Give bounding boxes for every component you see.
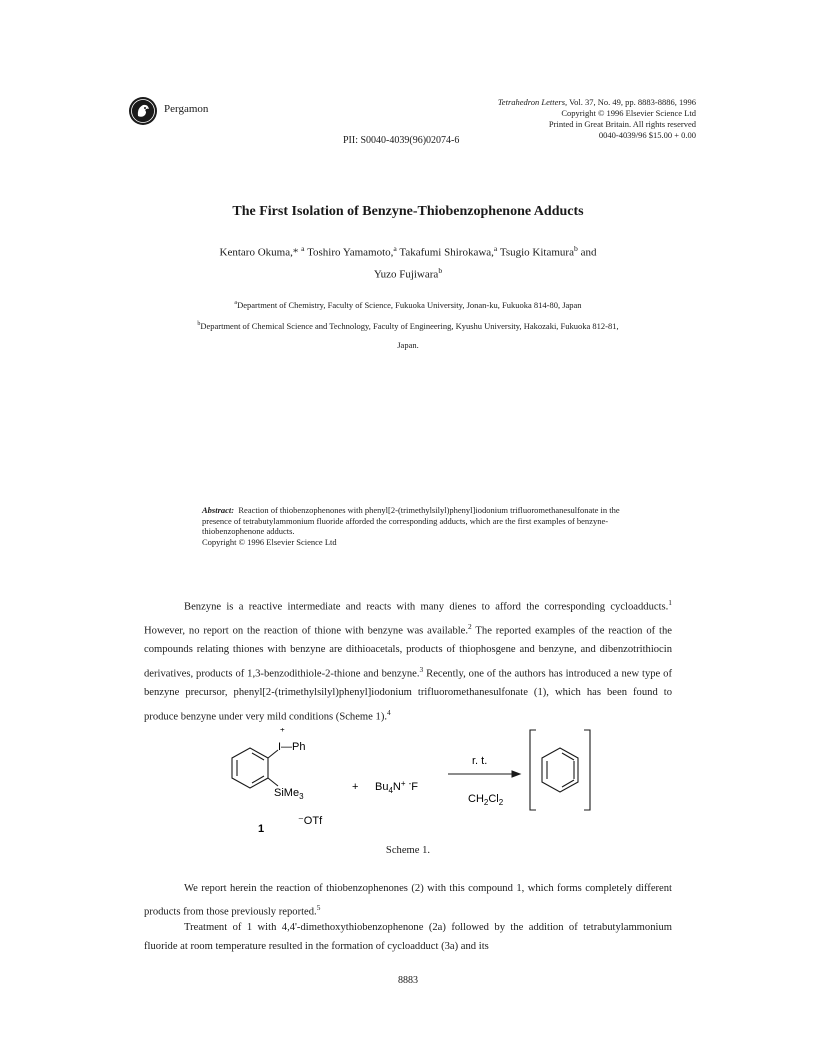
price-line: 0040-4039/96 $15.00 + 0.00 bbox=[598, 130, 696, 140]
body-paragraph-2: We report herein the reaction of thiobenzophenones (2) with this compound 1, which forms completely different products from those previously reported.$^5$ bbox=[144, 883, 672, 918]
benzyne-ring bbox=[542, 748, 578, 792]
authors: Kentaro Okuma,* $^a$ Toshiro Yamamoto,$^a$ Takafumi Shirokawa,$^a$ Tsugio Kitamura$^b$ and Yuzo Fujiwara$^b$ bbox=[219, 244, 597, 281]
body-paragraph-1: Benzyne is a reactive intermediate and reacts with many dienes to afford the corresponding cycloadducts.$^1$ However, no report on the reaction of thione with benzyne was available.$^2$ The reported examples of the reaction of the compounds relating thiones with benzyne are dithioacetals, products of thiophosgene and benzyne, and dibenzotrithiocin derivatives, products of 1,3-benzodithiole-2-thione and benzyne.$^3$ Recently, one of the authors has introduced a new type of benzyne precursor, phenyl[2-(trimethylsilyl)phenyl]iodonium trifluoromethanesulfonate (1), which has been found to produce benzyne under very mild conditions (Scheme 1).$^4$ bbox=[144, 598, 672, 723]
iodo-label: I—Ph bbox=[278, 741, 306, 753]
copyright-line: Copyright © 1996 Elsevier Science Ltd bbox=[561, 108, 696, 118]
benzyne-brackets bbox=[530, 730, 590, 810]
abstract-label: Abstract: bbox=[202, 505, 235, 515]
condition-top: r. t. bbox=[472, 755, 488, 767]
affil-country: Japan. bbox=[397, 339, 419, 350]
reaction-arrow bbox=[448, 771, 520, 777]
reagent-label: $Bu_4N^+$ -F bbox=[375, 779, 419, 795]
journal-volume: Vol. 37, No. 49, pp. 8883-8886, 1996 bbox=[567, 97, 696, 107]
publisher-name: Pergamon bbox=[164, 103, 209, 115]
article-title: The First Isolation of Benzyne-Thiobenzophenone Adducts bbox=[232, 204, 584, 219]
affiliations: $^a$Department of Chemistry, Faculty of Science, Fukuoka University, Jonan-ku, Fukuoka 814-80, Japan $^b$Department of Chemical Science and Technology, Faculty of Engineering, Kyushu University, Hakozaki, Fukuoka 812-81, Japan. bbox=[130, 294, 686, 355]
abstract-copyright: Copyright © 1996 Elsevier Science Ltd bbox=[202, 536, 337, 547]
scheme-1 bbox=[220, 728, 600, 838]
journal-name: Tetrahedron Letters, bbox=[497, 97, 568, 107]
abstract-text: Reaction of thiobenzophenones with phenyl[2-(trimethylsilyl)phenyl]iodonium trifluoromethanesulfonate in the presence of tetrabutylammonium fluoride afforded the corresponding adducts, which are the first examples of benzyne-thiobenzophenone adducts. bbox=[202, 505, 620, 537]
compound-number: 1 bbox=[258, 823, 265, 835]
plus-sign: + bbox=[352, 781, 359, 793]
iodonium-plus: + bbox=[280, 728, 285, 734]
page-number: 8883 bbox=[398, 975, 418, 986]
benzene-ring-compound-1 bbox=[232, 748, 278, 788]
journal-info bbox=[498, 97, 696, 141]
silyl-label: SiMe$_3$ bbox=[274, 787, 304, 801]
para3-text: Treatment of 1 with 4,4'-dimethoxythiobenzophenone (2a) followed by the addition of tetrabutylammonium fluoride at room temperature resulted in the formation of cycloadduct (3a) and its bbox=[144, 922, 672, 953]
condition-bottom: $CH_2Cl_2$ bbox=[468, 793, 504, 807]
pergamon-logo bbox=[128, 96, 158, 126]
body-paragraph-3 bbox=[144, 918, 672, 956]
scheme-caption: Scheme 1. bbox=[385, 845, 431, 856]
printed-line: Printed in Great Britain. All rights reserved bbox=[548, 119, 696, 129]
triflate-label: ⁻OTf bbox=[298, 815, 323, 827]
abstract bbox=[202, 505, 642, 547]
pii: PII: S0040-4039(96)02074-6 bbox=[343, 135, 460, 146]
